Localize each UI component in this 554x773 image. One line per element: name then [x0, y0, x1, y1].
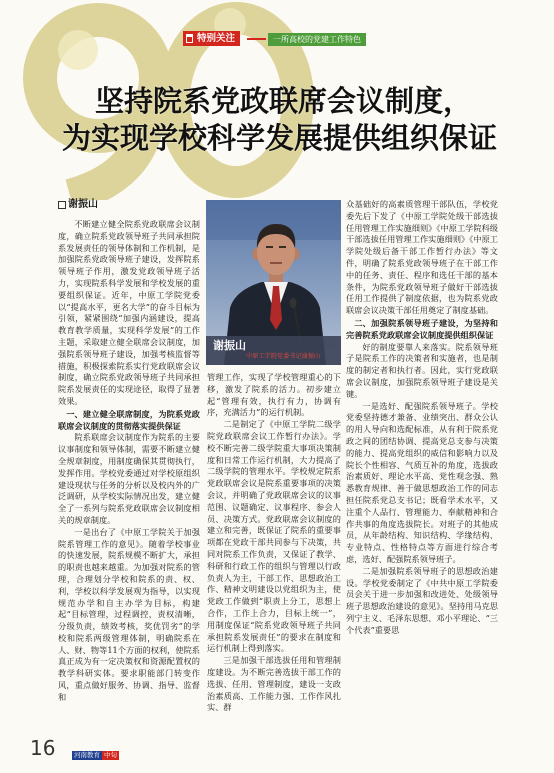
paragraph: 一是出台了《中原工学院关于加强院系管理工作的意见》。随着学校事业的快速发展，院系规模不断扩大，承担的职责也越来越重。为加强对院系的管理，合理划分学校和院系的责、权、利，学校以科学发展观为指导，以实现规范办学和自主办学为目标，构建起“目标管理，过程调控，责权清晰，分级负责，绩效考核，奖优罚劣”的学校和院系两级管理体制，明确院系在人、财、物等11个方面的权利，使院系真正成为有一定决策权和资源配置权的教学科研实体。要求职能部门转变作风，重点做好服务、协调、指导、监督和 [58, 526, 200, 702]
section-tag-label: 特别关注 [197, 33, 236, 44]
tag-marker-icon [186, 34, 193, 43]
paragraph: 众基础好的高素质管理干部队伍，学校党委先后下发了《中原工学院处级干部选拔任用管理工作实施细则》《中原工学院科级干部选拔任用管理工作实施细则》《中原工学院处级后备干部工作暂行办法》等文件，明确了院系党政领导班子在干部工作中的任务、责任、程序和选任干部的基本条件，为院系党政领导班子做好干部选拔任用工作提供了制度依据，也为院系党政联席会议决策干部任用奠定了制度基础。 [346, 199, 498, 316]
author-box-icon [58, 201, 66, 209]
photo-caption: 中原工学院党委书记谢振山 [246, 353, 321, 360]
magazine-badge [72, 751, 119, 760]
photo-name-overlay: 谢振山 [213, 339, 246, 352]
author-name: 谢振山 [68, 199, 98, 210]
section-topic: 一所高校的党建工作特色 [268, 33, 366, 46]
text-column-right [346, 199, 498, 636]
paragraph: 不断建立健全院系党政联席会议制度，确立院系党政领导班子共同承担院系发展责任的领导体制和工作机制，是加强院系党政领导班子建设，发挥院系领导班子作用，激发党政领导班子活力，实现院系科学发展和学校发展的重要组织保证。近年，中原工学院党委以“提高水平，更名大学”的奋斗目标为引领，紧紧围绕“加强内涵建设，提高教育教学质量，实现科学发展”的工作主题，采取建立健全联席会议制度，加强院系领导班子建设，加强考核监督等措施，积极探索院系实行党政联席会议制度，确立院系党政领导班子共同承担院系发展责任的实现途径，取得了显著效果。 [58, 219, 200, 406]
text-column-middle [207, 372, 341, 714]
page-number: 16 [30, 736, 56, 760]
magazine-name: 河南教育 [74, 751, 100, 759]
section-heading: 二、加强院系领导班子建设，为坚持和完善院系党政联席会议制度提供组织保证 [346, 317, 498, 340]
paragraph: 院系联席会议制度作为院系的主要议事制度和领导体制，需要不断建立健全规章制度，用制度确保其贯彻执行，发挥作用。学校党委通过对学校原组织建设现状与任务的分析以及校内外的广泛调研，从学校实际情况出发，建立健全了一系列与院系党政联席会议制度相关的规章制度。 [58, 432, 200, 525]
article-title-line-1: 坚持院系党政联席会议制度， [95, 84, 473, 118]
article-title-line-2: 为实现学校科学发展提供组织保证 [62, 121, 498, 155]
paragraph: 三是加强干部选拔任用和管理制度建设。为不断完善选拔干部工作的选拔、任用、管理制度，建设一支政治素质高、工作能力强、工作作风扎实、群 [207, 655, 341, 713]
section-tag [183, 31, 240, 46]
paragraph: 管理工作，实现了学校管理重心的下移，激发了院系的活力。初步建立起“管理有效，执行有力，协调有序，充满活力”的运行机制。 [207, 372, 341, 418]
header-divider [247, 38, 266, 40]
paragraph: 二是制定了《中原工学院二级学院党政联席会议工作暂行办法》。学校不断完善二级学院重大事项决策制度和日常工作运行机制，大力提高了二级学院的管理水平。学校规定院系党政联席会议是院系重要事项的决策会议，并明确了党政联席会议的议事范围、议题确定、议事程序、参会人员、决策方式。党政联席会议制度的建立和完善，既保证了院系的重要事项都在党政干部共同参与下决策，共同对院系工作负责，又保证了教学、科研和行政工作的组织与管理以行政负责人为主，干部工作、思想政治工作、精神文明建设以党组织为主，使党政工作做到“职责上分工，思想上合作，工作上合力，目标上统一”，用制度保证“院系党政领导班子共同承担院系发展责任”的要求在制度和运行机制上得到落实。 [207, 419, 341, 654]
author-byline [58, 199, 98, 211]
text-column-left [58, 219, 200, 704]
magazine-edition: 中旬 [104, 751, 117, 759]
paragraph: 二是加强院系领导班子的思想政治建设。学校党委制定了《中共中原工学院委员会关于进一步加强和改进处、处级领导班子思想政治建设的意见》。坚持用马克思列宁主义、毛泽东思想、邓小平理论、“三个代表”重要思 [346, 565, 498, 635]
author-photo [206, 200, 341, 365]
paragraph: 好的制度要靠人来落实。院系领导班子是院系工作的决策者和实施者，也是制度的制定者和执行者。因此，实行党政联席会议制度，加强院系领导班子建设是关键。 [346, 341, 498, 399]
section-heading: 一、建立健全联席制度，为院系党政联席会议制度的贯彻落实提供保证 [58, 408, 200, 431]
paragraph: 一是选好、配强院系领导班子。学校党委坚持德才兼备、业绩突出、群众公认的用人导向和选配标准，从有利于院系党政之间的团结协调、提高党总支参与决策的能力、提高党组织的威信和影响力以及院长个性相容、气质互补的角度，选拔政治素质好、理论水平高、党性观念强、熟悉教育规律、善于做思想政治工作的同志担任院系党总支书记；既看学术水平，又注重个人品行、管理能力、奉献精神和合作共事的角度选拔院长。对班子的其他成员，从年龄结构、知识结构、学缘结构、专业特点、性格特点等方面进行综合考虑，选好、配强院系领导班子。 [346, 400, 498, 564]
